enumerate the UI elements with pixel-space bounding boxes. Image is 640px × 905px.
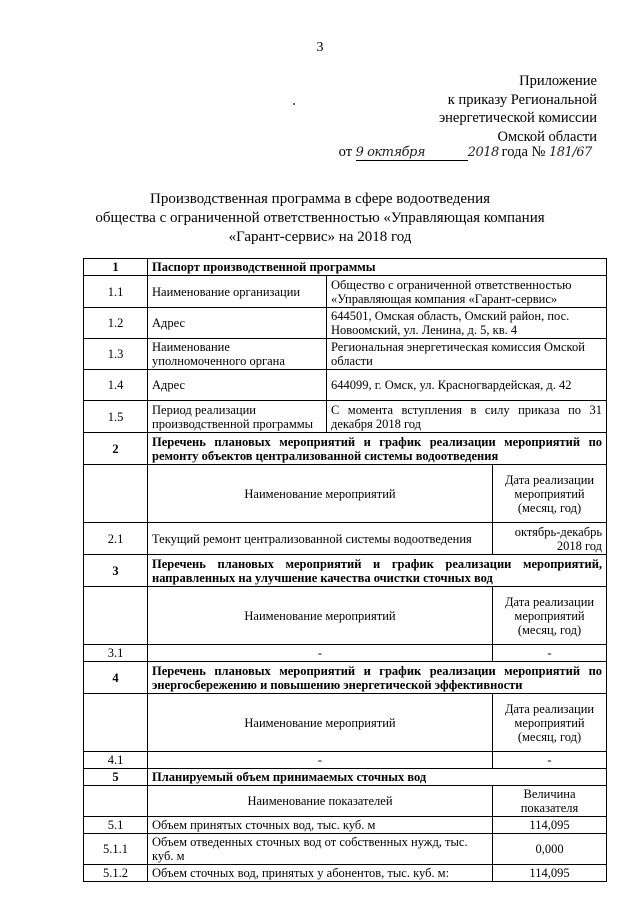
- row-number: 1.5: [84, 401, 148, 433]
- appendix-header: [439, 72, 597, 146]
- empty-cell: [84, 694, 148, 752]
- page-number: 3: [316, 40, 324, 55]
- row-label: Наименование организации: [148, 276, 327, 308]
- table-row: [84, 308, 607, 339]
- section-number: 5: [84, 769, 148, 786]
- column-header-name: Наименование мероприятий: [148, 694, 493, 752]
- table-row: [84, 752, 607, 769]
- table-row: [84, 370, 607, 401]
- row-number: 1.1: [84, 276, 148, 308]
- program-table: [83, 258, 607, 882]
- handwritten-year: 2018: [467, 145, 499, 160]
- row-number: 2.1: [84, 523, 148, 555]
- appendix-line-3: энергетической комиссии: [438, 110, 597, 126]
- column-header-date: Дата реализации мероприятий (месяц, год): [493, 694, 607, 752]
- table-row: [84, 817, 607, 834]
- row-number: 1.3: [84, 339, 148, 370]
- table-row: [84, 276, 607, 308]
- handwritten-order-number: 181/67: [549, 145, 592, 160]
- table-row: [84, 865, 607, 882]
- section-title: Перечень плановых мероприятий и график реализации мероприятий по ремонту объектов централизованной системы водоотведения: [148, 433, 607, 465]
- table-row: [84, 401, 607, 433]
- title-line-1: Производственная программа в сфере водоотведения: [149, 191, 490, 207]
- section-3-header: [84, 555, 607, 587]
- empty-cell: [84, 786, 148, 817]
- section-number: 3: [84, 555, 148, 587]
- order-date-number: [339, 144, 597, 161]
- section-2-header: [84, 433, 607, 465]
- row-name: Объем принятых сточных вод, тыс. куб. м: [148, 817, 493, 834]
- title-line-2: общества с ограниченной ответственностью «Управляющая компания: [95, 210, 545, 226]
- table-row: [84, 645, 607, 662]
- column-header-name: Наименование мероприятий: [148, 465, 493, 523]
- row-number: 5.1.2: [84, 865, 148, 882]
- empty-cell: [84, 465, 148, 523]
- section-number: 1: [84, 259, 148, 276]
- section-title: Перечень плановых мероприятий и график реализации мероприятий, направленных на улучшение качества очистки сточных вод: [148, 555, 607, 587]
- row-label: Адрес: [148, 308, 327, 339]
- section-number: 2: [84, 433, 148, 465]
- row-name: Объем отведенных сточных вод от собственных нужд, тыс. куб. м: [148, 834, 493, 865]
- appendix-line-2: к приказу Региональной: [447, 91, 597, 108]
- row-name: Текущий ремонт централизованной системы водоотведения: [148, 523, 493, 555]
- row-value: 114,095: [493, 865, 607, 882]
- row-label: Период реализации производственной программы: [148, 401, 327, 433]
- handwritten-date: 9 октября: [356, 145, 468, 161]
- table-row: [84, 523, 607, 555]
- row-date: -: [493, 752, 607, 769]
- row-value: Общество с ограниченной ответственностью «Управляющая компания «Гарант-сервис»: [327, 276, 607, 308]
- appendix-line-4: Омской области: [497, 128, 597, 145]
- column-header-name: Наименование мероприятий: [148, 587, 493, 645]
- section-4-header: [84, 662, 607, 694]
- column-header-row: [84, 465, 607, 523]
- column-header-row: [84, 786, 607, 817]
- column-header-row: [84, 694, 607, 752]
- row-name: -: [148, 645, 493, 662]
- title-line-3: «Гарант-сервис» на 2018 год: [228, 229, 412, 245]
- section-title: Планируемый объем принимаемых сточных вод: [148, 769, 607, 786]
- column-header-name: Наименование показателей: [148, 786, 493, 817]
- document-title: [0, 190, 640, 247]
- column-header-value: Величина показателя: [493, 786, 607, 817]
- table-row: [84, 339, 607, 370]
- section-5-header: [84, 769, 607, 786]
- row-date: -: [493, 645, 607, 662]
- section-number: 4: [84, 662, 148, 694]
- table-row: [84, 834, 607, 865]
- section-title: Паспорт производственной программы: [148, 259, 607, 276]
- row-number: 1.2: [84, 308, 148, 339]
- empty-cell: [84, 587, 148, 645]
- row-value: 114,095: [493, 817, 607, 834]
- row-label: Адрес: [148, 370, 327, 401]
- row-value: Региональная энергетическая комиссия Омской области: [327, 339, 607, 370]
- row-number: 1.4: [84, 370, 148, 401]
- row-name: Объем сточных вод, принятых у абонентов, тыс. куб. м:: [148, 865, 493, 882]
- row-date: октябрь-декабрь 2018 год: [493, 523, 607, 555]
- row-number: 5.1.1: [84, 834, 148, 865]
- column-header-row: [84, 587, 607, 645]
- section-title: Перечень плановых мероприятий и график реализации мероприятий по энергосбережению и повышению энергетической эффективности: [148, 662, 607, 694]
- row-number: 4.1: [84, 752, 148, 769]
- row-value: 644099, г. Омск, ул. Красногвардейская, д. 42: [327, 370, 607, 401]
- from-label: от: [338, 144, 353, 160]
- row-value: 0,000: [493, 834, 607, 865]
- row-value: С момента вступления в силу приказа по 31 декабря 2018 год: [327, 401, 607, 433]
- section-1-header: [84, 259, 607, 276]
- row-label: Наименование уполномоченного органа: [148, 339, 327, 370]
- column-header-date: Дата реализации мероприятий (месяц, год): [493, 465, 607, 523]
- column-header-date: Дата реализации мероприятий (месяц, год): [493, 587, 607, 645]
- row-name: -: [148, 752, 493, 769]
- scan-speck: [293, 103, 295, 105]
- year-number-label: года №: [501, 144, 546, 160]
- row-number: 3.1: [84, 645, 148, 662]
- row-number: 5.1: [84, 817, 148, 834]
- row-value: 644501, Омская область, Омский район, пос. Новоомский, ул. Ленина, д. 5, кв. 4: [327, 308, 607, 339]
- appendix-line-1: Приложение: [519, 73, 597, 89]
